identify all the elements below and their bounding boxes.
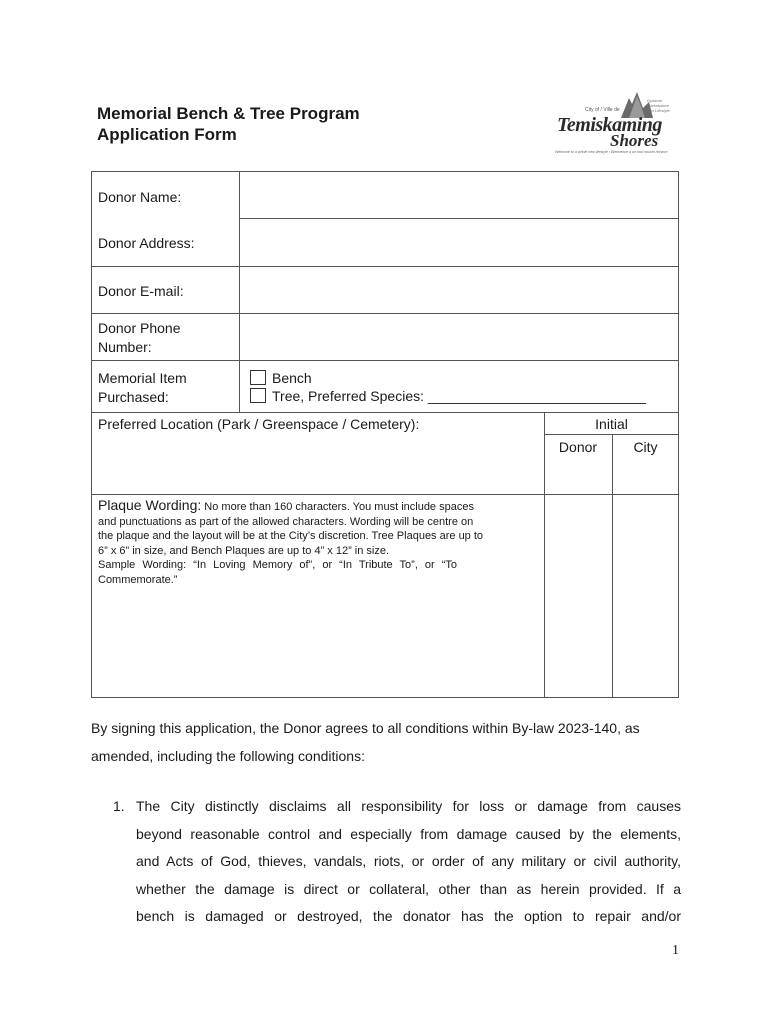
row-divider	[92, 412, 679, 413]
intro-line-1: By signing this application, the Donor agrees to all conditions within By-law 2023-140, as	[91, 720, 640, 736]
logo-side-text: Dynamic Marketplace Fun Lifestyle	[647, 98, 670, 113]
list-item	[136, 793, 681, 931]
intro-paragraph	[91, 719, 683, 765]
location-donor-initial[interactable]	[545, 456, 611, 494]
initial-header: Initial	[595, 416, 628, 432]
donor-address-label: Donor Address:	[98, 235, 195, 251]
plaque-city-initial[interactable]	[613, 495, 678, 697]
plaque-line-4: 6” x 6” in size, and Bench Plaques are up to 4” x 12” in size.	[98, 544, 390, 557]
logo-name-line-1: Temiskaming	[557, 114, 662, 136]
plaque-line-1: No more than 160 characters. You must include spaces	[201, 501, 474, 513]
logo-city-of: City of / Ville de	[585, 107, 620, 113]
donor-name-field[interactable]	[240, 173, 678, 218]
initial-city-header: City	[633, 439, 658, 455]
preferred-location-label: Preferred Location (Park / Greenspace / Cemetery):	[98, 416, 420, 432]
title-line-1: Memorial Bench & Tree Program	[97, 104, 360, 123]
donor-phone-label-2: Number:	[98, 339, 152, 355]
donor-phone-label-1: Donor Phone	[98, 320, 181, 336]
logo-tagline: Welcome to a whole new lifestyle • Bienvenue à un tout nouvel horizon	[555, 150, 668, 154]
item1-line-4: whether the damage is direct or collateral, other than as herein provided. If a	[136, 880, 681, 897]
logo-name-line-2: Shores	[610, 131, 659, 150]
plaque-line-5: Sample Wording: “In Loving Memory of”, or “In Tribute To”, or “To	[98, 559, 458, 572]
bench-option-label: Bench	[272, 370, 312, 386]
item1-line-2: beyond reasonable control and especially from damage caused by the elements,	[136, 825, 681, 842]
preferred-location-field[interactable]	[93, 434, 543, 494]
plaque-line-3: the plaque and the layout will be at the City’s discretion. Tree Plaques are up to	[98, 530, 484, 543]
tree-option-label: Tree, Preferred Species: ____________________________	[272, 388, 646, 404]
donor-name-label: Donor Name:	[98, 189, 182, 205]
memorial-item-label-2: Purchased:	[98, 389, 169, 405]
plaque-wording-heading: Plaque Wording:	[98, 497, 202, 513]
item1-line-5: bench is damaged or destroyed, the donator has the option to repair and/or	[136, 908, 681, 924]
page-title	[97, 103, 360, 145]
row-divider	[92, 360, 679, 361]
city-logo	[555, 90, 670, 158]
location-city-initial[interactable]	[613, 456, 678, 494]
donor-email-label: Donor E-mail:	[98, 283, 184, 299]
title-line-2: Application Form	[97, 125, 237, 144]
intro-line-2: amended, including the following conditions:	[91, 748, 365, 764]
donor-address-field[interactable]	[240, 219, 678, 266]
item1-line-3: and Acts of God, thieves, vandals, riots, or order of any military or civil authority,	[136, 853, 681, 869]
application-form-table	[91, 171, 679, 698]
donor-phone-field[interactable]	[240, 314, 678, 360]
bench-checkbox[interactable]	[250, 370, 266, 385]
initial-donor-header: Donor	[558, 439, 598, 455]
memorial-item-label-1: Memorial Item	[98, 370, 187, 386]
tree-checkbox[interactable]	[250, 388, 266, 403]
plaque-donor-initial[interactable]	[545, 495, 611, 697]
plaque-line-2: and punctuations as part of the allowed characters. Wording will be centre on	[98, 515, 474, 528]
item1-line-1: The City distinctly disclaims all responsibility for loss or damage from causes	[136, 798, 681, 814]
page-number: 1	[672, 943, 679, 958]
plaque-line-6: Commemorate.”	[98, 573, 178, 586]
donor-email-field[interactable]	[240, 267, 678, 313]
plaque-wording-instructions	[98, 498, 538, 588]
list-item-number: 1.	[113, 798, 125, 814]
